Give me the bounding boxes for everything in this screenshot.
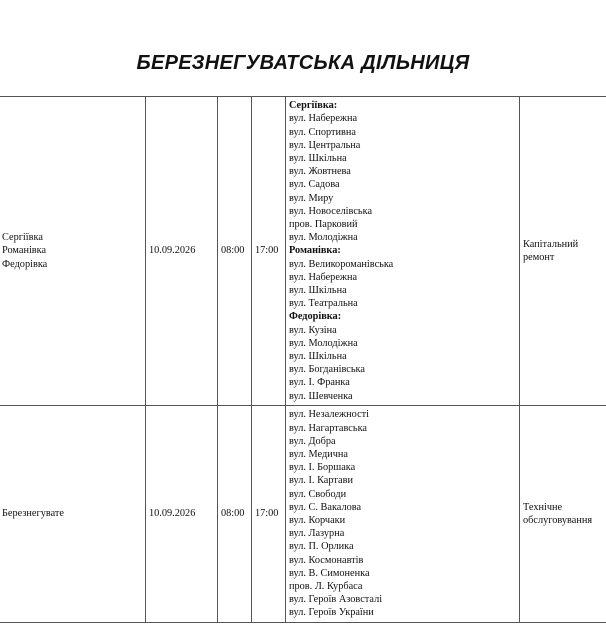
street-name: вул. Набережна	[289, 271, 358, 283]
street-name: вул. П. Орлика	[289, 541, 354, 553]
street-name: вул. Шевченка	[289, 390, 353, 402]
start-time: 08:00	[221, 245, 245, 257]
street-name: вул. Героїв України	[289, 607, 374, 619]
street-name: вул. Корчаки	[289, 515, 346, 526]
start-time-cell	[218, 97, 252, 406]
settlement-name: Березнегувате	[2, 508, 64, 520]
work-reason: Капітальний	[523, 238, 579, 250]
page-title: БЕРЕЗНЕГУВАТСЬКА ДІЛЬНИЦЯ	[136, 52, 470, 74]
street-name: вул. Миру	[289, 192, 334, 204]
work-reason: Технічне	[523, 501, 563, 513]
street-name: вул. Медична	[289, 448, 348, 460]
street-name: вул. Новоселівська	[289, 205, 373, 217]
outage-schedule-table	[0, 96, 606, 623]
street-name: вул. Великоромaнівська	[289, 258, 394, 270]
settlements-cell	[0, 97, 146, 406]
settlement-heading: Романівка:	[289, 245, 341, 257]
street-name: вул. Свободи	[289, 488, 347, 500]
date-cell	[146, 97, 218, 406]
end-time-cell	[252, 97, 286, 406]
table-row	[0, 406, 606, 623]
date-cell	[146, 406, 218, 623]
settlements-cell	[0, 406, 146, 623]
street-name: вул. Космонавтів	[289, 554, 364, 566]
settlement-name: Сергіївка	[2, 232, 43, 244]
street-name: вул. І. Боршака	[289, 462, 356, 474]
street-name: вул. С. Вакалова	[289, 501, 362, 513]
settlement-name: Романівка	[2, 245, 47, 257]
start-time-cell	[218, 406, 252, 623]
end-time: 17:00	[255, 245, 279, 257]
streets-cell	[286, 406, 520, 623]
street-name: вул. Спортивна	[289, 126, 356, 138]
streets-cell	[286, 97, 520, 406]
street-name: пров. Парковий	[289, 218, 358, 230]
street-name: вул. Набережна	[289, 113, 358, 125]
street-name: вул. Лазурна	[289, 528, 345, 540]
street-name: вул. Жовтнева	[289, 166, 351, 178]
street-name: вул. Нагартавська	[289, 422, 367, 434]
reason-cell	[520, 97, 606, 406]
street-name: вул. Молодіжна	[289, 232, 358, 244]
settlement-heading: Сергіївка:	[289, 100, 338, 112]
street-name: вул. І. Франка	[289, 377, 350, 389]
outage-date: 10.09.2026	[149, 508, 196, 520]
start-time: 08:00	[221, 508, 245, 520]
reason-cell	[520, 406, 606, 623]
work-reason: ремонт	[523, 252, 555, 263]
table-row	[0, 97, 606, 406]
street-name: вул. Шкільна	[289, 152, 347, 164]
street-name: вул. В. Симоненка	[289, 567, 370, 579]
street-name: вул. Незалежності	[289, 409, 370, 421]
street-name: вул. Шкільна	[289, 285, 347, 296]
street-name: пров. Л. Курбаса	[289, 581, 363, 593]
street-name: вул. Кузіна	[289, 324, 337, 336]
settlement-heading: Федорівка:	[289, 311, 342, 323]
street-name: вул. Садова	[289, 179, 340, 191]
street-name: вул. Героїв Азовсталі	[289, 594, 383, 606]
street-name: вул. Центральна	[289, 139, 361, 151]
settlement-name: Федорівка	[2, 258, 48, 270]
street-name: вул. І. Картави	[289, 475, 353, 487]
outage-date: 10.09.2026	[149, 245, 196, 257]
street-name: вул. Театральна	[289, 298, 358, 310]
work-reason: обслуговування	[523, 515, 593, 526]
end-time: 17:00	[255, 508, 279, 520]
street-name: вул. Молодіжна	[289, 337, 358, 349]
street-name: вул. Добра	[289, 435, 336, 447]
street-name: вул. Шкільна	[289, 351, 347, 363]
street-name: вул. Богданівська	[289, 364, 365, 376]
end-time-cell	[252, 406, 286, 623]
